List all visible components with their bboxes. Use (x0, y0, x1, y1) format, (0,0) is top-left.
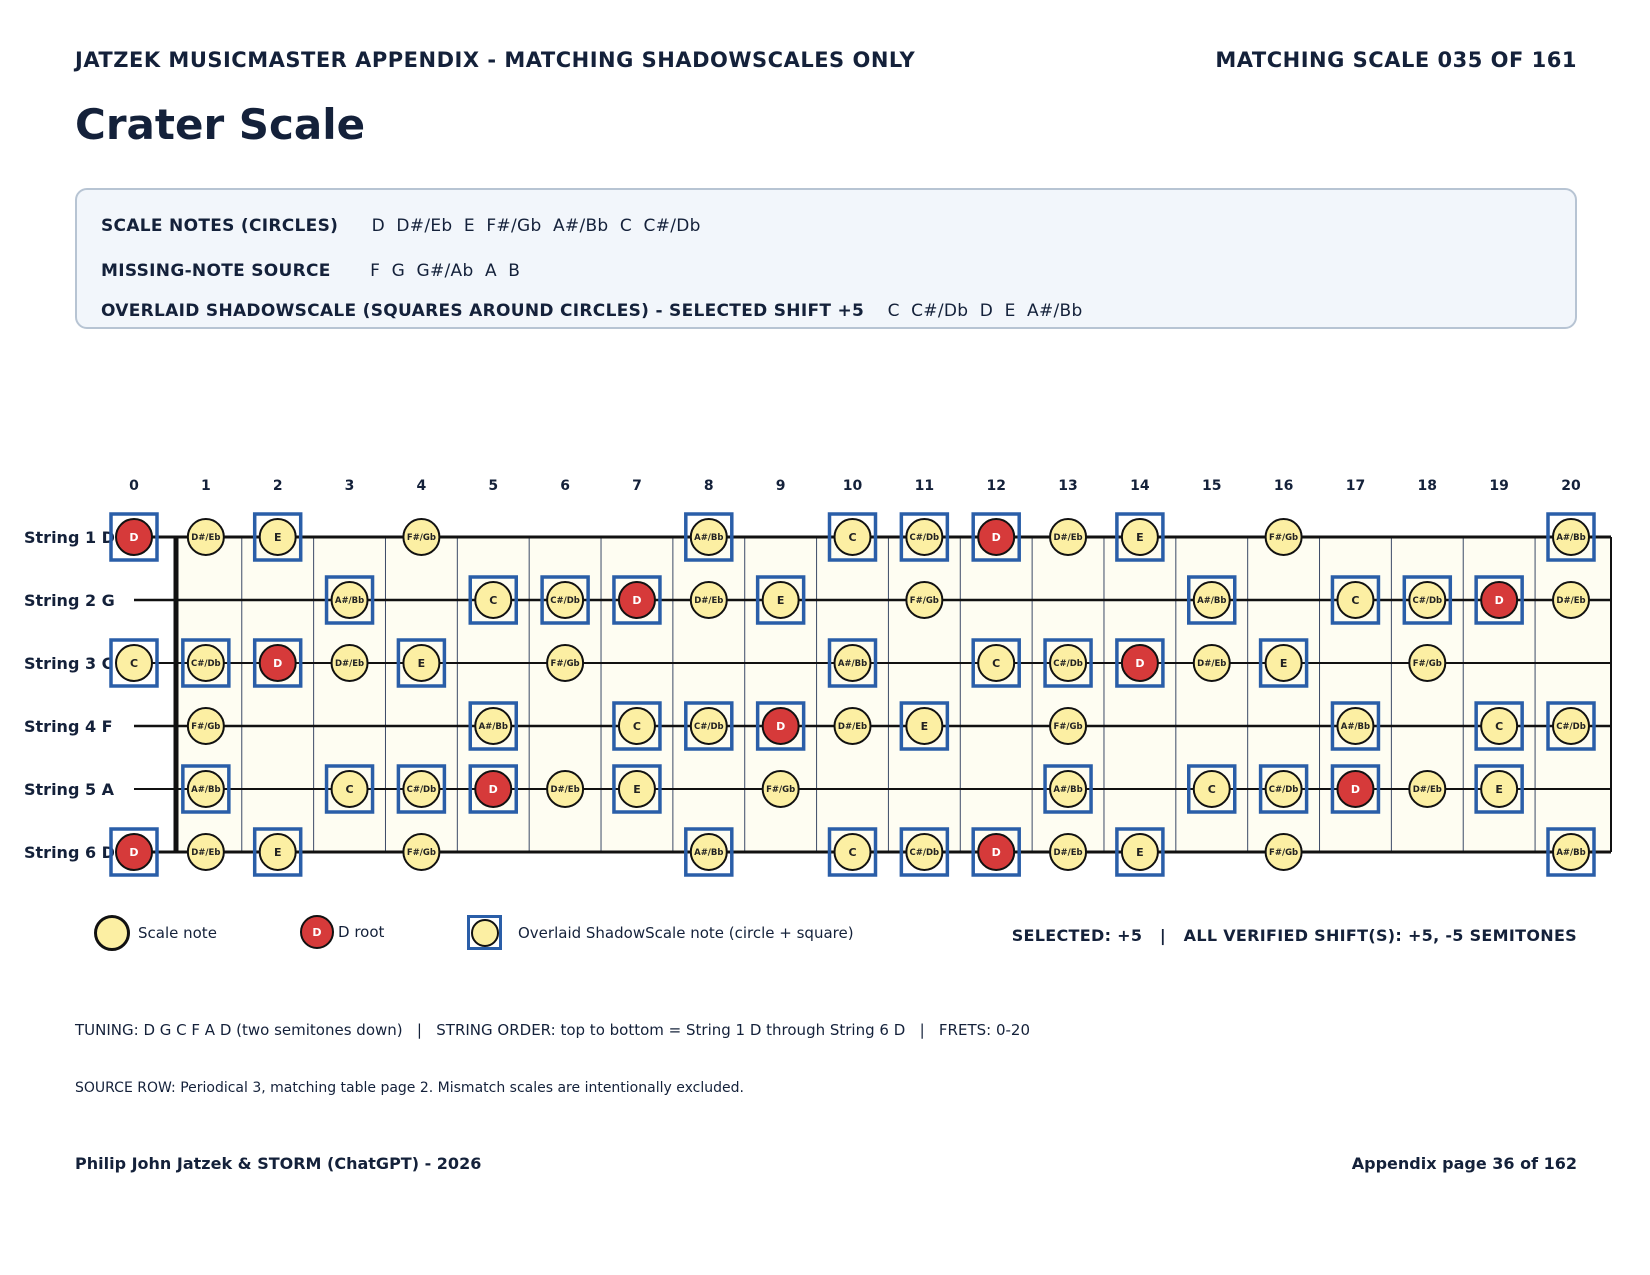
note-label: A#/Bb (1053, 785, 1083, 796)
note-label: F#/Gb (406, 848, 436, 859)
note-label: C (1495, 719, 1504, 733)
note-label: E (1136, 845, 1144, 859)
scale-notes-row (101, 216, 701, 236)
note-label: F#/Gb (1269, 848, 1299, 859)
fretboard-diagram (0, 455, 1650, 885)
note-label: C#/Db (693, 722, 724, 733)
note-label: C (848, 530, 857, 544)
scale-notes-value: D D#/Eb E F#/Gb A#/Bb C C#/Db (371, 216, 701, 236)
overlay-notes-value: C C#/Db D E A#/Bb (887, 301, 1083, 321)
string-label: String 1 D (24, 528, 115, 547)
note-label: C#/Db (1412, 596, 1443, 607)
note-label: C (129, 656, 139, 670)
string-label: String 2 G (24, 591, 115, 610)
note-label: D (776, 719, 786, 733)
note-label: D (273, 656, 283, 670)
note-label: D#/Eb (837, 722, 868, 733)
note-label: D#/Eb (1053, 533, 1083, 544)
fret-number: 7 (632, 478, 642, 494)
note-label: D#/Eb (1412, 785, 1442, 796)
note-label: C (1351, 593, 1360, 607)
note-label: E (1279, 656, 1288, 670)
fret-number: 2 (272, 478, 283, 494)
note-label: C (1207, 782, 1216, 796)
note-label: D#/Eb (694, 596, 724, 607)
overlay-square-icon (467, 915, 502, 950)
fretboard-surface (176, 537, 1611, 852)
fret-number: 13 (1058, 478, 1078, 494)
note-label: A#/Bb (334, 596, 365, 607)
note-label: E (1136, 530, 1144, 544)
overlay-circle-icon (471, 919, 499, 947)
note-label: D#/Eb (1197, 659, 1227, 670)
source-row-info: SOURCE ROW: Periodical 3, matching table page 2. Mismatch scales are intentionally excluded. (75, 1080, 744, 1096)
note-label: C#/Db (1053, 659, 1083, 670)
note-label: F#/Gb (1269, 533, 1299, 544)
missing-notes-value: F G G#/Ab A B (370, 261, 521, 281)
note-label: A#/Bb (1556, 848, 1586, 859)
legend-scale-note (94, 915, 217, 951)
fret-number: 20 (1561, 478, 1581, 494)
note-label: D (991, 845, 1001, 859)
note-label: F#/Gb (550, 659, 580, 670)
scale-title: Crater Scale (75, 100, 366, 149)
note-label: C#/Db (191, 659, 221, 670)
note-label: D (1494, 593, 1504, 607)
legend-root-label: D root (338, 923, 385, 941)
scale-info-panel (75, 188, 1577, 329)
overlay-notes-label: OVERLAID SHADOWSCALE (SQUARES AROUND CIRCLES) - SELECTED SHIFT +5 (101, 301, 865, 321)
note-label: F#/Gb (909, 596, 939, 607)
note-label: F#/Gb (1412, 659, 1442, 670)
missing-notes-row (101, 261, 520, 281)
note-label: E (776, 593, 785, 607)
appendix-title: JATZEK MUSICMASTER APPENDIX - MATCHING SHADOWSCALES ONLY (75, 48, 916, 72)
string-label: String 6 D (24, 843, 115, 862)
credits: Philip John Jatzek & STORM (ChatGPT) - 2026 (75, 1154, 482, 1173)
note-label: D#/Eb (191, 533, 221, 544)
note-label: D (991, 530, 1001, 544)
legend-root-note (300, 915, 384, 949)
fret-number: 1 (200, 478, 211, 494)
fret-number: 4 (416, 478, 427, 494)
note-label: D (632, 593, 642, 607)
note-label: D#/Eb (1053, 848, 1083, 859)
fret-number: 19 (1489, 478, 1509, 494)
note-label: A#/Bb (478, 722, 508, 733)
legend-overlay-note (467, 915, 854, 950)
note-label: F#/Gb (406, 533, 436, 544)
note-label: D (1350, 782, 1361, 796)
note-label: A#/Bb (837, 659, 868, 670)
fret-number: 6 (560, 478, 570, 494)
note-label: C#/Db (550, 596, 580, 607)
note-label: E (920, 719, 929, 733)
tuning-info: TUNING: D G C F A D (two semitones down) | STRING ORDER: top to bottom = String 1 D through String 6 D | FRETS: 0-20 (75, 1021, 1030, 1039)
note-label: A#/Bb (1556, 533, 1586, 544)
note-label: F#/Gb (191, 722, 221, 733)
note-label: F#/Gb (766, 785, 796, 796)
fret-number: 15 (1202, 478, 1222, 494)
root-note-circle-icon (300, 915, 334, 949)
note-label: D (129, 845, 139, 859)
fret-number: 18 (1417, 478, 1438, 494)
overlay-notes-row (101, 301, 1083, 321)
note-label: A#/Bb (191, 785, 221, 796)
note-label: A#/Bb (1340, 722, 1371, 733)
note-label: E (417, 656, 426, 670)
note-label: C (345, 782, 354, 796)
note-label: F#/Gb (1053, 722, 1083, 733)
note-label: E (633, 782, 641, 796)
fret-number: 11 (914, 478, 935, 494)
note-label: D#/Eb (550, 785, 580, 796)
note-label: C#/Db (1556, 722, 1586, 733)
note-label: A#/Bb (694, 533, 724, 544)
fret-number: 12 (986, 478, 1006, 494)
note-label: D#/Eb (334, 659, 365, 670)
note-label: D#/Eb (1556, 596, 1586, 607)
note-label: C (992, 656, 1001, 670)
note-label: E (1495, 782, 1503, 796)
note-label: D (129, 530, 139, 544)
fret-number: 10 (842, 478, 863, 494)
string-label: String 4 F (24, 717, 113, 736)
fret-number: 17 (1345, 478, 1366, 494)
note-label: C (632, 719, 641, 733)
fret-number: 3 (344, 478, 355, 494)
note-label: A#/Bb (1197, 596, 1227, 607)
fret-number: 8 (703, 478, 714, 494)
note-label: C (848, 845, 857, 859)
shift-status: SELECTED: +5 | ALL VERIFIED SHIFT(S): +5, -5 SEMITONES (1011, 926, 1577, 945)
string-label: String 3 C (24, 654, 114, 673)
note-label: C#/Db (909, 848, 940, 859)
note-label: C#/Db (909, 533, 940, 544)
fret-number: 9 (775, 478, 786, 494)
note-label: D (1135, 656, 1145, 670)
note-label: E (273, 845, 282, 859)
note-label: C#/Db (1268, 785, 1299, 796)
scale-note-circle-icon (94, 915, 130, 951)
note-label: E (273, 530, 282, 544)
note-label: C (489, 593, 498, 607)
fret-number: 16 (1273, 478, 1294, 494)
scale-notes-label: SCALE NOTES (CIRCLES) (101, 216, 339, 236)
page-number: Appendix page 36 of 162 (1351, 1154, 1577, 1173)
legend-scale-note-label: Scale note (138, 924, 217, 942)
string-label: String 5 A (24, 780, 115, 799)
missing-notes-label: MISSING-NOTE SOURCE (101, 261, 331, 281)
scale-counter: MATCHING SCALE 035 OF 161 (1215, 48, 1577, 72)
note-label: C#/Db (406, 785, 437, 796)
note-label: A#/Bb (694, 848, 724, 859)
root-note-mark: D (312, 925, 322, 939)
note-label: D#/Eb (191, 848, 221, 859)
legend-overlay-label: Overlaid ShadowScale note (circle + square) (518, 923, 854, 942)
fret-number: 0 (129, 478, 139, 494)
note-label: D (488, 782, 498, 796)
fret-number: 14 (1130, 478, 1150, 494)
fret-number: 5 (488, 478, 499, 494)
